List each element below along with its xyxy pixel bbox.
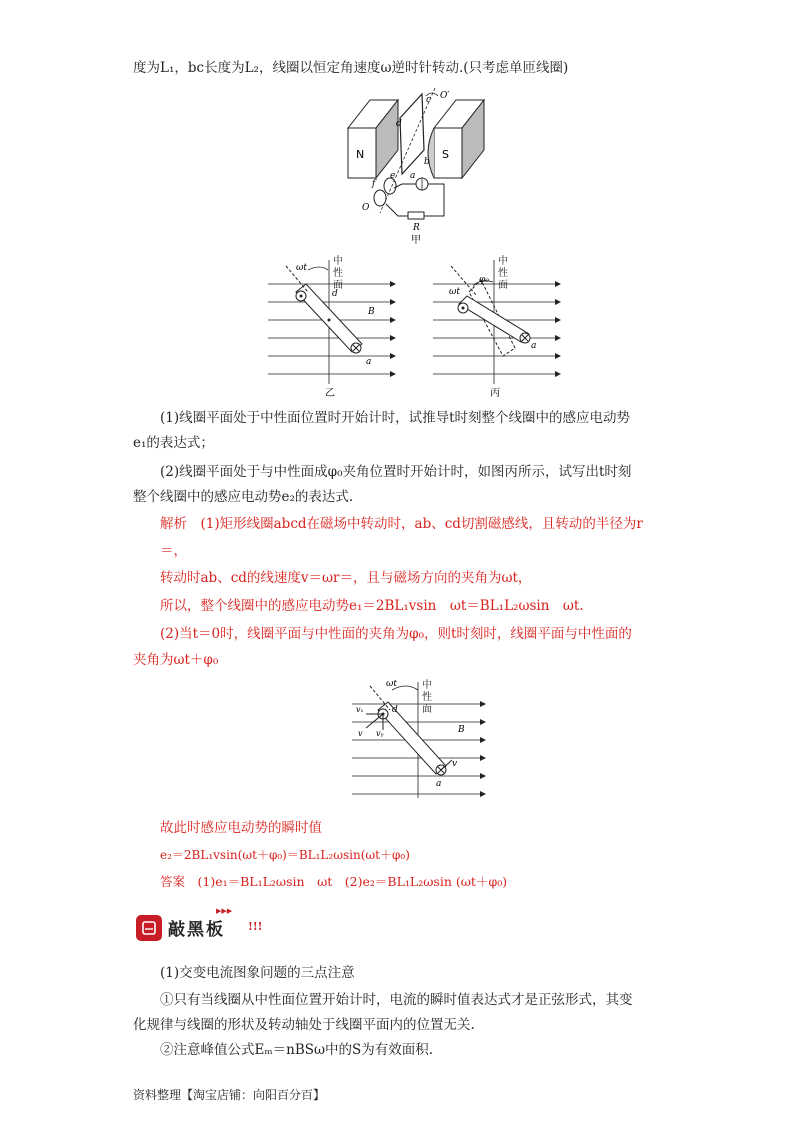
badge-exclaim: !!!: [248, 920, 263, 933]
bing-phi0: φ₀: [479, 275, 489, 285]
caption-jia: 甲: [411, 235, 421, 246]
velocity-vx: vₓ: [356, 705, 364, 714]
caption-bing: 丙: [490, 388, 500, 398]
yi-a: a: [366, 357, 372, 367]
label-f: f: [372, 179, 376, 189]
badge-title: 敲黑板: [168, 920, 225, 940]
solution-line-2: ＝，: [160, 543, 187, 559]
solution-line-3: 转动时ab、cd的线速度v＝ωr＝，且与磁场方向的夹角为ωt，: [160, 570, 532, 586]
note-line-1: ①只有当线圈从中性面位置开始计时，电流的瞬时值表达式才是正弦形式，其变: [160, 992, 633, 1008]
solution-line-7: 故此时感应电动势的瞬时值: [160, 820, 322, 836]
label-b: b: [424, 157, 430, 167]
yi-wt: ωt: [296, 263, 307, 273]
label-R: R: [413, 223, 420, 233]
label-O: O: [362, 203, 370, 213]
question-2-line-1: (2)线圈平面处于与中性面成φ₀夹角位置时开始计时，如图丙所示，试写出t时刻: [160, 464, 632, 480]
velocity-neutral: 中性面: [422, 680, 432, 715]
label-S: S: [442, 148, 449, 161]
intro-text: 度为L₁，bc长度为L₂，线圈以恒定角速度ω逆时针转动.(只考虑单匝线圈): [133, 60, 569, 76]
note-line-3: ②注意峰值公式Eₘ＝nBSω中的S为有效面积.: [160, 1042, 434, 1058]
yi-neutral: 中性面: [333, 256, 343, 291]
bing-wt: ωt: [449, 287, 460, 297]
note-heading: (1)交变电流图象问题的三点注意: [160, 965, 355, 981]
figure-generator: [340, 88, 490, 248]
label-N: N: [356, 148, 365, 161]
question-2-line-2: 整个线圈中的感应电动势e₂的表达式.: [133, 489, 354, 505]
velocity-wt: ωt: [386, 680, 397, 689]
knock-board-badge: [136, 907, 266, 943]
label-a: a: [410, 171, 416, 181]
yi-B: B: [368, 307, 375, 317]
solution-line-8: e₂＝2BL₁vsin(ωt＋φ₀)＝BL₁L₂ωsin(ωt＋φ₀): [160, 848, 410, 862]
solution-line-4: 所以，整个线圈中的感应电动势e₁＝2BL₁vsin ωt＝BL₁L₂ωsin ωt.: [160, 598, 584, 614]
label-c: c: [426, 95, 432, 105]
note-line-2: 化规律与线圈的形状及转动轴处于线圈平面内的位置无关.: [133, 1017, 475, 1033]
velocity-v: v: [358, 729, 363, 738]
answer-line: 答案 (1)e₁＝BL₁L₂ωsin ωt (2)e₂＝BL₁L₂ωsin (ωt＋φ₀): [160, 874, 508, 889]
velocity-vy: vᵧ: [376, 729, 384, 738]
caption-yi: 乙: [325, 388, 335, 398]
solution-line-6: 夹角为ωt＋φ₀: [133, 652, 219, 668]
question-1-line-1: (1)线圈平面处于中性面位置时开始计时，试推导t时刻整个线圈中的感应电动势: [160, 410, 631, 426]
velocity-B: B: [458, 725, 465, 735]
figure-velocity: [352, 680, 487, 800]
question-1-line-2: e₁的表达式；: [133, 435, 214, 451]
label-e: e: [390, 171, 396, 181]
yi-d: d: [332, 289, 338, 299]
velocity-d: d: [392, 705, 398, 715]
solution-line-5: (2)当t＝0时，线圈平面与中性面的夹角为φ₀，则t时刻时，线圈平面与中性面的: [160, 626, 632, 642]
velocity-a: a: [436, 779, 442, 789]
bing-neutral: 中性面: [498, 256, 508, 291]
footer: 资料整理【淘宝店铺：向阳百分百】: [133, 1088, 326, 1102]
label-d: d: [396, 119, 402, 129]
velocity-v-a: v: [452, 759, 458, 769]
label-O-prime: O′: [440, 91, 450, 101]
bing-a: a: [531, 341, 537, 351]
clipboard-icon: [136, 915, 162, 941]
solution-line-1: 解析 (1)矩形线圈abcd在磁场中转动时，ab、cd切割磁感线，且转动的半径为r: [160, 516, 643, 532]
arrows-icon: ▶▶▶: [216, 907, 233, 915]
